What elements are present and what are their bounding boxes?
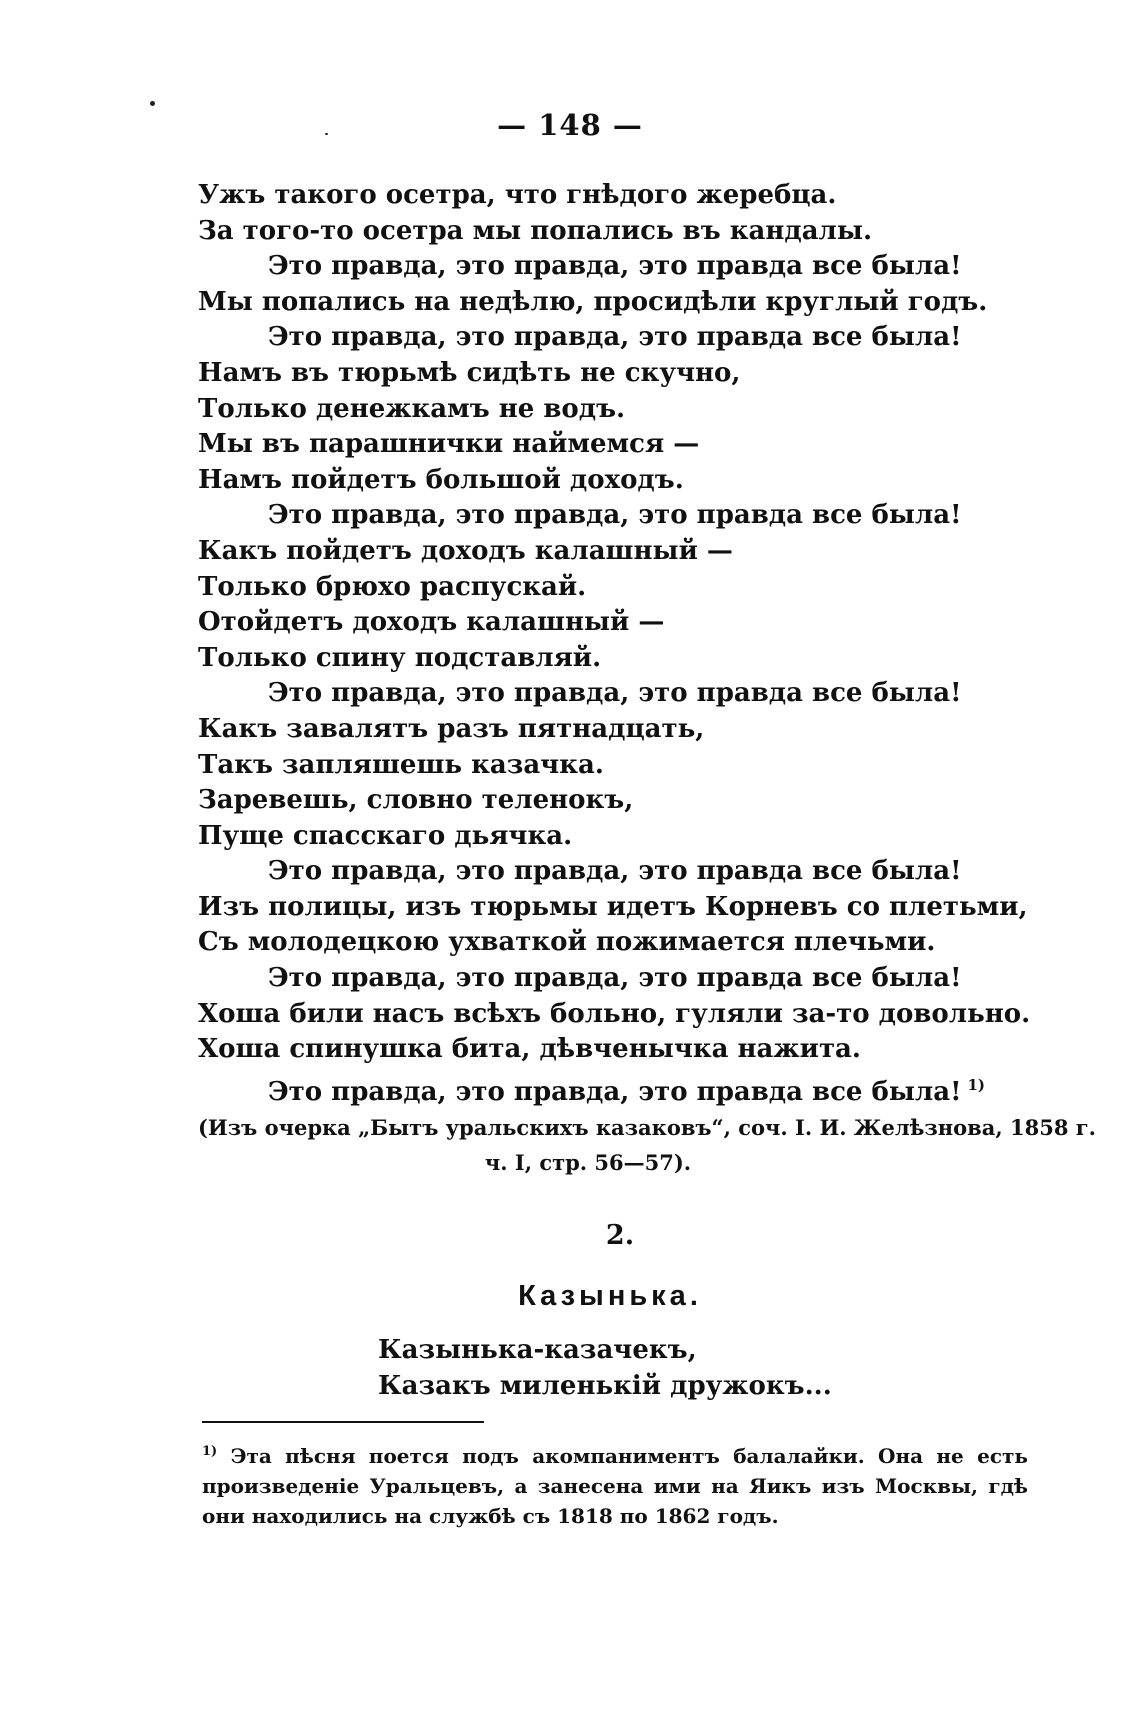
refrain-line — [198, 320, 1058, 356]
poem-line — [198, 356, 1058, 392]
poem-line — [198, 214, 1058, 250]
refrain-line — [198, 498, 1058, 534]
poem-line — [198, 570, 1058, 606]
line-text: Ужъ такого осетра, что гнѣдого жеребца. — [198, 180, 837, 210]
print-speck — [150, 101, 155, 106]
footnote-divider — [202, 1421, 484, 1423]
poem-line — [198, 392, 1058, 428]
line-text: Мы попались на недѣлю, просидѣли круглый годъ. — [198, 286, 988, 317]
poem-line — [198, 534, 1058, 570]
line-text: Хоша били насъ всѣхъ больно, гуляли за-то довольно. — [198, 998, 1031, 1029]
line-text: Хоша спинушка бита, дѣвченычка нажита. — [198, 1034, 861, 1065]
poem-line — [198, 178, 1058, 214]
line-text: Заревешь, словно теленокъ, — [198, 785, 634, 816]
poem-line — [198, 712, 1058, 748]
line-text: Это правда, это правда, это правда все была! — [268, 678, 962, 709]
refrain-line — [198, 854, 1058, 890]
section-number: 2. — [605, 1220, 635, 1251]
line-text: Съ молодецкою ухваткой пожимается плечьми. — [198, 927, 936, 958]
poem-line — [198, 1032, 1058, 1068]
source-citation — [198, 1110, 1096, 1180]
source-citation-line: ч. I, стр. 56—57). — [484, 1150, 692, 1175]
refrain-line — [198, 961, 1058, 997]
refrain-line — [198, 676, 1058, 712]
poem-line — [198, 463, 1058, 499]
line-text: Пуще спасскаго дьячка. — [198, 820, 573, 851]
poem-line — [198, 748, 1058, 784]
refrain-line — [198, 1068, 1058, 1107]
song-lines — [378, 1332, 832, 1404]
poem-line — [198, 605, 1058, 641]
line-text: Это правда, это правда, это правда все была! — [268, 1076, 962, 1107]
line-text: Какъ пойдетъ доходъ калашный — — [198, 535, 733, 566]
line-text: Это правда, это правда, это правда все была! — [268, 322, 962, 353]
song-line: Казынька-казачекъ, — [378, 1335, 697, 1365]
line-text: Это правда, это правда, это правда все была! — [268, 963, 962, 994]
refrain-line — [198, 249, 1058, 285]
footnote — [202, 1437, 1028, 1531]
poem-line — [198, 641, 1058, 677]
poem-line — [198, 925, 1058, 961]
line-text: Только денежкамъ не водъ. — [198, 393, 626, 424]
line-text: Намъ въ тюрьмѣ сидѣть не скучно, — [198, 357, 741, 388]
line-text: Мы въ парашнички наймемся — — [198, 429, 700, 460]
line-text: Какъ завалятъ разъ пятнадцать, — [198, 713, 705, 744]
page-number: — 148 — — [497, 108, 643, 142]
line-text: Это правда, это правда, это правда все была! — [268, 500, 962, 531]
footnote-marker: 1) — [202, 1444, 218, 1459]
line-text: Отойдетъ доходъ калашный — — [198, 607, 665, 638]
line-text: Это правда, это правда, это правда все была! — [268, 251, 962, 282]
poem-line — [198, 427, 1058, 463]
poem-line — [198, 997, 1058, 1033]
line-text: Такъ запляшешь казачка. — [198, 749, 604, 780]
footnote-text: Эта пѣсня поется подъ акомпаниментъ балалайки. Она не есть произведеніе Уральцевъ, а занесена ими на Яикъ изъ Москвы, гдѣ они находились на службѣ съ 1818 по 1862 годъ. — [202, 1444, 1029, 1528]
line-text: Намъ пойдетъ большой доходъ. — [198, 464, 684, 495]
line-text: Только брюхо распускай. — [198, 571, 587, 602]
footnote-reference: 1) — [967, 1075, 986, 1094]
poem-text — [198, 178, 1058, 1107]
line-text: Изъ полицы, изъ тюрьмы идетъ Корневъ со плетьми, — [198, 891, 1028, 922]
poem-line — [198, 783, 1058, 819]
source-citation-line: (Изъ очерка „Бытъ уральскихъ казаковъ“, соч. І. И. Желѣзнова, 1858 г. — [198, 1115, 1096, 1140]
line-text: За того-то осетра мы попались въ кандалы. — [198, 215, 873, 246]
song-title: Казынька. — [518, 1280, 702, 1312]
line-text: Это правда, это правда, это правда все была! — [268, 856, 962, 887]
song-line: Казакъ миленькій дружокъ... — [378, 1371, 832, 1401]
poem-line — [198, 285, 1058, 321]
poem-line — [198, 819, 1058, 855]
poem-line — [198, 890, 1058, 926]
line-text: Только спину подставляй. — [198, 642, 602, 673]
